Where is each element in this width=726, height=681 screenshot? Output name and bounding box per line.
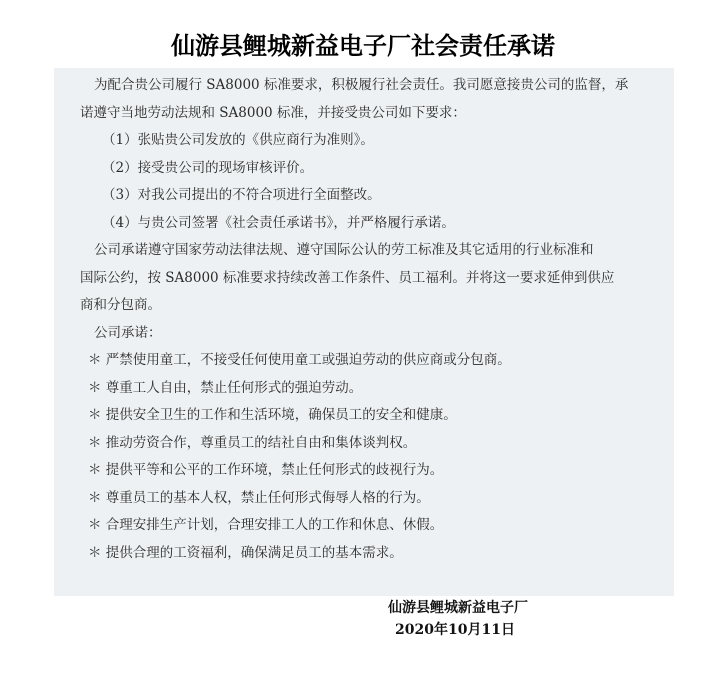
commitment-item: ＊ 尊重员工的基本人权，禁止任何形式侮辱人格的行为。 — [88, 489, 430, 506]
commitment-item: ＊ 合理安排生产计划，合理安排工人的工作和休息、休假。 — [88, 517, 444, 533]
document-body — [80, 72, 670, 567]
signature-company: 仙游县鲤城新益电子厂 — [388, 600, 528, 616]
commitment-item: ＊ 提供安全卫生的工作和生活环境，确保员工的安全和健康。 — [88, 407, 457, 423]
paragraph-line: 诺遵守当地劳动法规和 SA8000 标准，并接受贵公司如下要求： — [80, 104, 466, 121]
paragraph-line: 商和分包商。 — [80, 297, 161, 313]
commitment-item: ＊ 提供平等和公平的工作环境，禁止任何形式的歧视行为。 — [88, 462, 444, 478]
commitment-item: ＊ 推动劳资合作，尊重员工的结社自由和集体谈判权。 — [88, 434, 417, 451]
commitment-item: ＊ 严禁使用童工，不接受任何使用童工或强迫劳动的供应商或分包商。 — [88, 352, 511, 368]
paragraph-line: 公司承诺遵守国家劳动法律法规、遵守国际公认的劳工标准及其它适用的行业标准和 — [94, 242, 594, 258]
commitment-item: ＊ 提供合理的工资福利，确保满足员工的基本需求。 — [88, 544, 403, 561]
signature-date: 2020年10月11日 — [395, 622, 515, 638]
paragraph-line: 国际公约，按 SA8000 标准要求持续改善工作条件、员工福利。并将这一要求延伸到供应 — [80, 269, 615, 286]
requirement-item: （2）接受贵公司的现场审核评价。 — [102, 159, 314, 176]
commitments-heading: 公司承诺： — [94, 324, 162, 341]
document-title: 仙游县鲤城新益电子厂社会责任承诺 — [171, 32, 555, 60]
requirement-item: （1）张贴贵公司发放的《供应商行为准则》。 — [102, 132, 374, 148]
commitment-item: ＊ 尊重工人自由，禁止任何形式的强迫劳动。 — [88, 379, 363, 396]
paragraph-line: 为配合贵公司履行 SA8000 标准要求，积极履行社会责任。我司愿意接贵公司的监督，承 — [94, 77, 629, 93]
requirement-item: （3）对我公司提出的不符合项进行全面整改。 — [102, 187, 381, 203]
requirement-item: （4）与贵公司签署《社会责任承诺书》，并严格履行承诺。 — [102, 214, 455, 231]
